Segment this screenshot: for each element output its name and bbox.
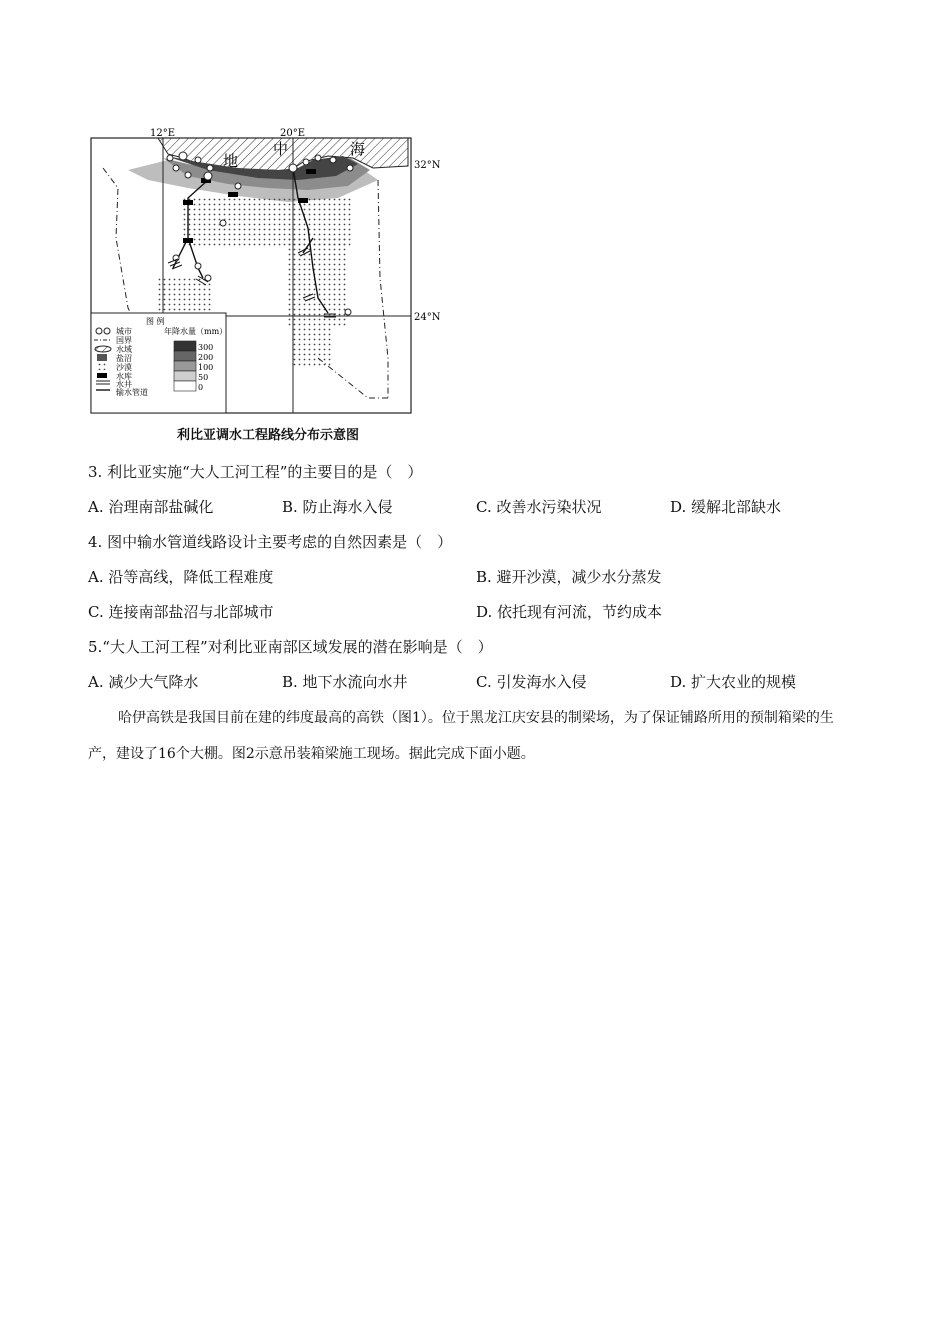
question-3-option-d[interactable]: D. 缓解北部缺水 — [670, 498, 782, 516]
question-3-option-b[interactable]: B. 防止海水入侵 — [282, 498, 393, 516]
svg-text:国界: 国界 — [116, 336, 132, 345]
lat-label-32: 32°N — [414, 160, 441, 171]
lat-label-24: 24°N — [414, 312, 441, 323]
passage-paragraph: 哈伊高铁是我国目前在建的纬度最高的高铁（图1）。位于黑龙江庆安县的制梁场，为了保证铺路所用的预制箱梁的生产，建设了16个大棚。图2示意吊装箱梁施工现场。据此完成下面小题。 — [88, 710, 834, 762]
question-5-option-b[interactable]: B. 地下水流向水井 — [282, 673, 408, 691]
question-4-option-b[interactable]: B. 避开沙漠，减少水分蒸发 — [476, 568, 662, 586]
libya-water-project-map — [88, 128, 448, 446]
map-legend — [91, 313, 227, 413]
question-4-option-d[interactable]: D. 依托现有河流，节约成本 — [476, 603, 663, 621]
question-5-option-a[interactable]: A. 减少大气降水 — [88, 673, 199, 691]
question-4-option-a[interactable]: A. 沿等高线，降低工程难度 — [88, 568, 274, 586]
question-3-stem: 3. 利比亚实施“大人工河工程”的主要目的是（ ） — [88, 463, 423, 481]
question-5-stem: 5.“大人工河工程”对利比亚南部区域发展的潜在影响是（ ） — [88, 638, 493, 656]
svg-text:水井: 水井 — [116, 380, 132, 389]
figure-caption: 利比亚调水工程路线分布示意图 — [176, 428, 359, 443]
question-3-option-a[interactable]: A. 治理南部盐碱化 — [88, 498, 214, 516]
svg-text:50: 50 — [198, 373, 209, 382]
svg-text:200: 200 — [198, 353, 214, 362]
question-3-option-c[interactable]: C. 改善水污染状况 — [476, 498, 602, 516]
question-5-option-d[interactable]: D. 扩大农业的规模 — [670, 673, 797, 691]
question-5-option-c[interactable]: C. 引发海水入侵 — [476, 673, 587, 691]
sea-label-2: 中 — [273, 140, 289, 158]
svg-text:0: 0 — [198, 383, 204, 392]
svg-text:300: 300 — [198, 343, 214, 352]
sea-label-3: 海 — [350, 140, 366, 158]
svg-text:盐沼: 盐沼 — [116, 354, 132, 363]
lon-label-12: 12°E — [150, 128, 176, 139]
sea-label-1: 地 — [223, 152, 239, 170]
svg-text:水库: 水库 — [116, 372, 132, 381]
svg-text:图 例: 图 例 — [146, 317, 165, 326]
svg-text:城市: 城市 — [116, 327, 132, 336]
svg-text:沙漠: 沙漠 — [116, 363, 132, 372]
svg-text:年降水量（mm）: 年降水量（mm） — [164, 327, 228, 336]
svg-text:100: 100 — [198, 363, 214, 372]
svg-text:输水管道: 输水管道 — [116, 388, 148, 397]
lon-label-20: 20°E — [280, 128, 306, 139]
svg-text:水域: 水域 — [116, 345, 132, 354]
question-4-option-c[interactable]: C. 连接南部盐沼与北部城市 — [88, 603, 274, 621]
question-4-stem: 4. 图中输水管道线路设计主要考虑的自然因素是（ ） — [88, 533, 453, 551]
